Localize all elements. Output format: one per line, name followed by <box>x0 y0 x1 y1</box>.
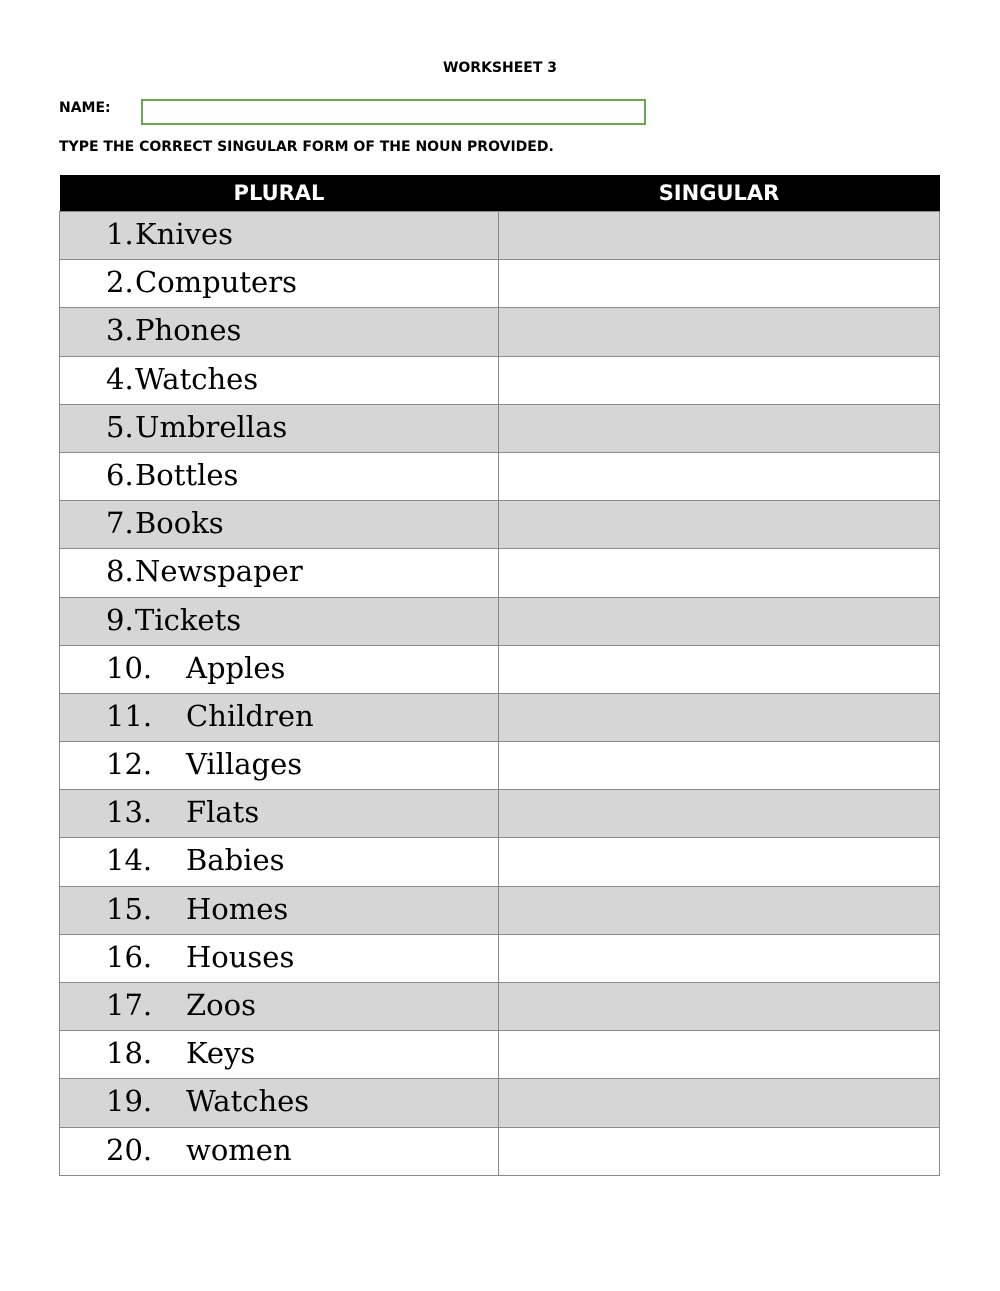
plural-word: Apples <box>186 650 286 685</box>
plural-word: Villages <box>186 747 303 782</box>
plural-word: Keys <box>186 1036 256 1071</box>
item-number: 18. <box>106 1036 153 1071</box>
plural-word: Phones <box>135 313 242 348</box>
singular-answer-input[interactable] <box>499 549 939 595</box>
singular-answer-input[interactable] <box>499 983 939 1029</box>
plural-cell <box>60 260 499 308</box>
table-row <box>60 597 940 645</box>
plural-word: Babies <box>186 843 285 878</box>
singular-answer-input[interactable] <box>499 935 939 981</box>
table-row <box>60 1031 940 1079</box>
plural-cell <box>60 742 499 790</box>
singular-answer-input[interactable] <box>499 887 939 933</box>
plural-word: Watches <box>135 361 259 396</box>
table-row <box>60 404 940 452</box>
plural-word: Knives <box>135 217 234 251</box>
item-number: 13. <box>106 795 153 830</box>
singular-cell <box>499 645 940 693</box>
singular-answer-input[interactable] <box>499 308 939 354</box>
table-row <box>60 934 940 982</box>
singular-cell <box>499 1031 940 1079</box>
singular-cell <box>499 934 940 982</box>
table-body <box>60 212 940 1176</box>
plural-cell <box>60 1079 499 1127</box>
item-number: 1. <box>106 217 134 251</box>
item-number: 9. <box>106 602 134 637</box>
plural-cell <box>60 790 499 838</box>
item-number: 8. <box>106 554 134 589</box>
item-number: 20. <box>106 1132 153 1167</box>
item-number: 3. <box>106 313 134 348</box>
plural-word: Computers <box>135 265 297 300</box>
item-number: 16. <box>106 939 153 974</box>
item-number: 6. <box>106 457 134 492</box>
table-row <box>60 1127 940 1175</box>
header-plural: PLURAL <box>60 175 499 212</box>
table-header-row <box>60 175 940 212</box>
table-row <box>60 742 940 790</box>
plural-cell <box>60 693 499 741</box>
table-row <box>60 356 940 404</box>
singular-cell <box>499 838 940 886</box>
table-row <box>60 983 940 1031</box>
singular-cell <box>499 1127 940 1175</box>
plural-cell <box>60 597 499 645</box>
singular-cell <box>499 501 940 549</box>
plural-word: Zoos <box>186 988 256 1022</box>
singular-answer-input[interactable] <box>499 598 939 644</box>
table-row <box>60 260 940 308</box>
singular-cell <box>499 693 940 741</box>
item-number: 7. <box>106 506 134 541</box>
plural-cell <box>60 838 499 886</box>
singular-answer-input[interactable] <box>499 694 939 740</box>
plural-cell <box>60 983 499 1031</box>
plural-word: Houses <box>186 939 295 974</box>
singular-cell <box>499 983 940 1031</box>
plural-cell <box>60 356 499 404</box>
plural-cell <box>60 452 499 500</box>
table-row <box>60 790 940 838</box>
plural-cell <box>60 549 499 597</box>
table-row <box>60 1079 940 1127</box>
table-row <box>60 452 940 500</box>
singular-answer-input[interactable] <box>499 453 939 499</box>
item-number: 15. <box>106 891 153 926</box>
singular-cell <box>499 308 940 356</box>
table-row <box>60 308 940 356</box>
table-row <box>60 549 940 597</box>
singular-cell <box>499 212 940 260</box>
worksheet-title: WORKSHEET 3 <box>442 60 558 76</box>
singular-answer-input[interactable] <box>499 838 939 884</box>
plural-cell <box>60 404 499 452</box>
item-number: 19. <box>106 1084 153 1119</box>
table-row <box>60 645 940 693</box>
plural-cell <box>60 1127 499 1175</box>
singular-cell <box>499 356 940 404</box>
singular-answer-input[interactable] <box>499 501 939 547</box>
plural-word: Watches <box>186 1084 310 1119</box>
singular-answer-input[interactable] <box>499 742 939 788</box>
singular-answer-input[interactable] <box>499 1031 939 1077</box>
plural-cell <box>60 501 499 549</box>
singular-answer-input[interactable] <box>499 790 939 836</box>
plural-cell <box>60 212 499 260</box>
plural-word: Books <box>135 506 224 541</box>
item-number: 10. <box>106 650 153 685</box>
singular-cell <box>499 404 940 452</box>
item-number: 4. <box>106 361 134 396</box>
singular-cell <box>499 597 940 645</box>
plural-word: Bottles <box>135 457 239 492</box>
table-row <box>60 693 940 741</box>
plural-word: women <box>186 1132 292 1167</box>
header-singular: SINGULAR <box>499 175 940 212</box>
item-number: 12. <box>106 747 153 782</box>
singular-cell <box>499 260 940 308</box>
plural-word: Children <box>186 698 314 733</box>
singular-cell <box>499 1079 940 1127</box>
plural-word: Homes <box>186 891 289 926</box>
table-row <box>60 501 940 549</box>
singular-answer-input[interactable] <box>499 212 939 258</box>
singular-cell <box>499 742 940 790</box>
singular-cell <box>499 886 940 934</box>
instructions: TYPE THE CORRECT SINGULAR FORM OF THE NOUN PROVIDED. <box>59 139 554 155</box>
table-row <box>60 886 940 934</box>
singular-answer-input[interactable] <box>499 260 939 306</box>
plural-word: Newspaper <box>135 554 303 589</box>
singular-cell <box>499 452 940 500</box>
item-number: 17. <box>106 988 153 1022</box>
plural-cell <box>60 1031 499 1079</box>
name-input[interactable] <box>141 99 646 125</box>
plural-word: Flats <box>186 795 260 830</box>
item-number: 5. <box>106 409 134 444</box>
worksheet-table <box>59 175 940 1176</box>
singular-answer-input[interactable] <box>499 405 939 451</box>
plural-cell <box>60 886 499 934</box>
singular-cell <box>499 790 940 838</box>
item-number: 11. <box>106 698 153 733</box>
singular-answer-input[interactable] <box>499 1128 939 1174</box>
singular-answer-input[interactable] <box>499 357 939 403</box>
name-label: NAME: <box>59 100 111 116</box>
singular-answer-input[interactable] <box>499 646 939 692</box>
plural-word: Umbrellas <box>135 409 288 444</box>
plural-word: Tickets <box>135 602 242 637</box>
singular-cell <box>499 549 940 597</box>
item-number: 2. <box>106 265 134 300</box>
table-row <box>60 212 940 260</box>
table-row <box>60 838 940 886</box>
item-number: 14. <box>106 843 153 878</box>
plural-cell <box>60 645 499 693</box>
plural-cell <box>60 308 499 356</box>
plural-cell <box>60 934 499 982</box>
singular-answer-input[interactable] <box>499 1079 939 1125</box>
